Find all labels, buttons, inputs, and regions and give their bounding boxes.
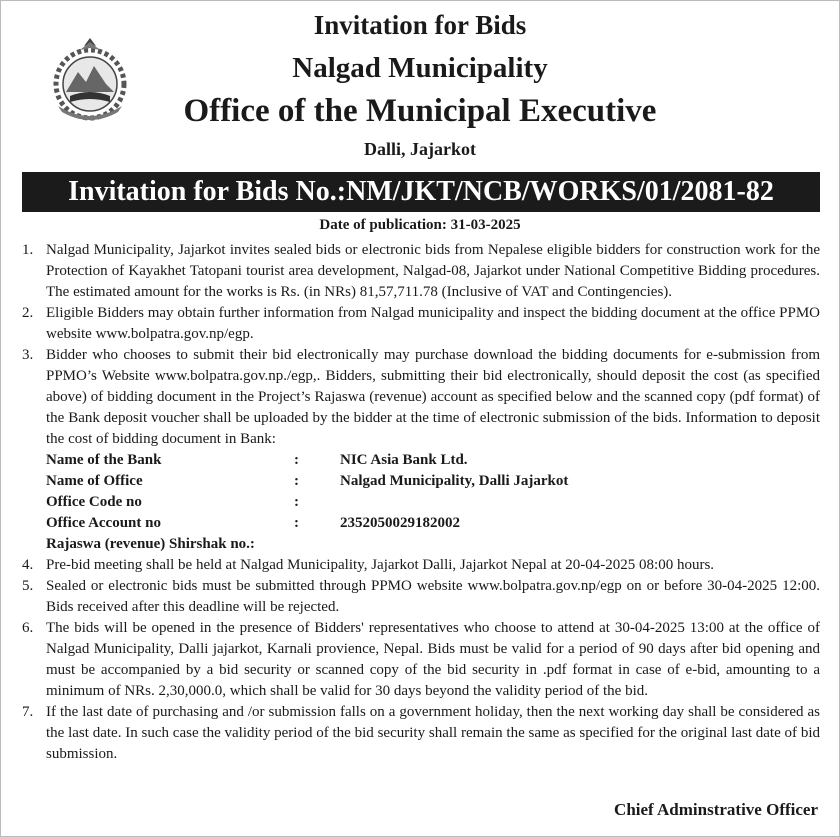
list-item (22, 555, 820, 576)
list-item (22, 240, 820, 303)
bank-row-colon: : (294, 515, 299, 531)
bank-row-value: NIC Asia Bank Ltd. (340, 452, 468, 468)
office-location: Dalli, Jajarkot (364, 139, 476, 159)
bank-row (22, 450, 820, 471)
list-item (22, 303, 820, 345)
bank-row (22, 492, 820, 513)
item-text: Eligible Bidders may obtain further information from Nalgad municipality and inspect the bidding document at the office PPMO website www.bolpatra.gov.np/egp. (46, 305, 820, 342)
bank-row-label: Name of the Bank (46, 452, 162, 468)
list-item (22, 702, 820, 765)
item-text: The bids will be opened in the presence of Bidders' representatives who choose to attend at 30-04-2025 13:00 at the office of Nalgad Municipality, Dalli jajarkot, Karnali provience, Nepal. Bids must be valid for a period of 90 days after bid opening and must be accompanied by a bid security or scanned copy of the bid security in .pdf format in case of e-bid, amounting to a minimum of NRs. 2,30,000.0, which shall be valid for 30 days beyond the validity period of the bid. (46, 620, 820, 699)
item-number: 1. (22, 242, 34, 258)
bank-details (22, 450, 820, 555)
item-number: 7. (22, 704, 34, 720)
bank-row-colon: : (294, 494, 299, 510)
item-number: 4. (22, 557, 34, 573)
bank-row-label: Office Code no (46, 494, 142, 510)
bank-row-label: Office Account no (46, 515, 161, 531)
signature-title: Chief Adminstrative Officer (614, 800, 818, 819)
item-text: Sealed or electronic bids must be submitted through PPMO website www.bolpatra.gov.np/egp on or before 30-04-2025 12:00. Bids received after this deadline will be rejected. (46, 578, 820, 615)
bank-row (22, 513, 820, 534)
publication-date: Date of publication: 31-03-2025 (319, 217, 521, 233)
bank-row-label: Name of Office (46, 473, 143, 489)
item-number: 2. (22, 305, 34, 321)
item-number: 3. (22, 347, 34, 363)
bid-clauses-list (22, 240, 820, 765)
bank-row (22, 471, 820, 492)
bank-row-label: Rajaswa (revenue) Shirshak no.: (46, 536, 255, 552)
item-text: Nalgad Municipality, Jajarkot invites sealed bids or electronic bids from Nepalese eligible bidders for construction work for the Protection of Kayakhet Tatopani tourist area development, Nalgad-08, Jajarkot under National Competitive Bidding procedures. The estimated amount for the works is Rs. (in NRs) 81,57,711.78 (Inclusive of VAT and Contingencies). (46, 242, 820, 300)
municipality-name: Nalgad Municipality (292, 52, 548, 84)
list-item (22, 345, 820, 450)
bank-row-value: Nalgad Municipality, Dalli Jajarkot (340, 473, 569, 489)
list-item (22, 576, 820, 618)
bank-row-colon: : (294, 473, 299, 489)
item-number: 5. (22, 578, 34, 594)
office-name: Office of the Municipal Executive (183, 93, 657, 129)
bank-row-value: 2352050029182002 (340, 515, 460, 531)
bank-row (22, 534, 820, 555)
ifb-number-banner: Invitation for Bids No.:NM/JKT/NCB/WORKS/01/2081-82 (22, 172, 820, 212)
item-text: If the last date of purchasing and /or submission falls on a government holiday, then the next working day shall be considered as the last date. In such case the validity period of the bid security shall remain the same as specified for the original last date of bid submission. (46, 704, 820, 762)
notice-heading: Invitation for Bids (313, 10, 527, 40)
item-text: Pre-bid meeting shall be held at Nalgad Municipality, Jajarkot Dalli, Jajarkot Nepal at 20-04-2025 08:00 hours. (46, 557, 715, 573)
list-item (22, 618, 820, 702)
item-number: 6. (22, 620, 34, 636)
bank-row-colon: : (294, 452, 299, 468)
item-text: Bidder who chooses to submit their bid electronically may purchase download the bidding documents for e-submission from PPMO’s Website www.bolpatra.gov.np./egp,. Bidders, submitting their bid electronically, should deposit the cost (as specified above) of bidding document in the Project’s Rajaswa (revenue) account as specified below and the scanned copy (pdf format) of the Bank deposit voucher shall be uploaded by the bidder at the time of electronic submission of the bids. Information to deposit the cost of bidding document in Bank: (46, 347, 820, 447)
